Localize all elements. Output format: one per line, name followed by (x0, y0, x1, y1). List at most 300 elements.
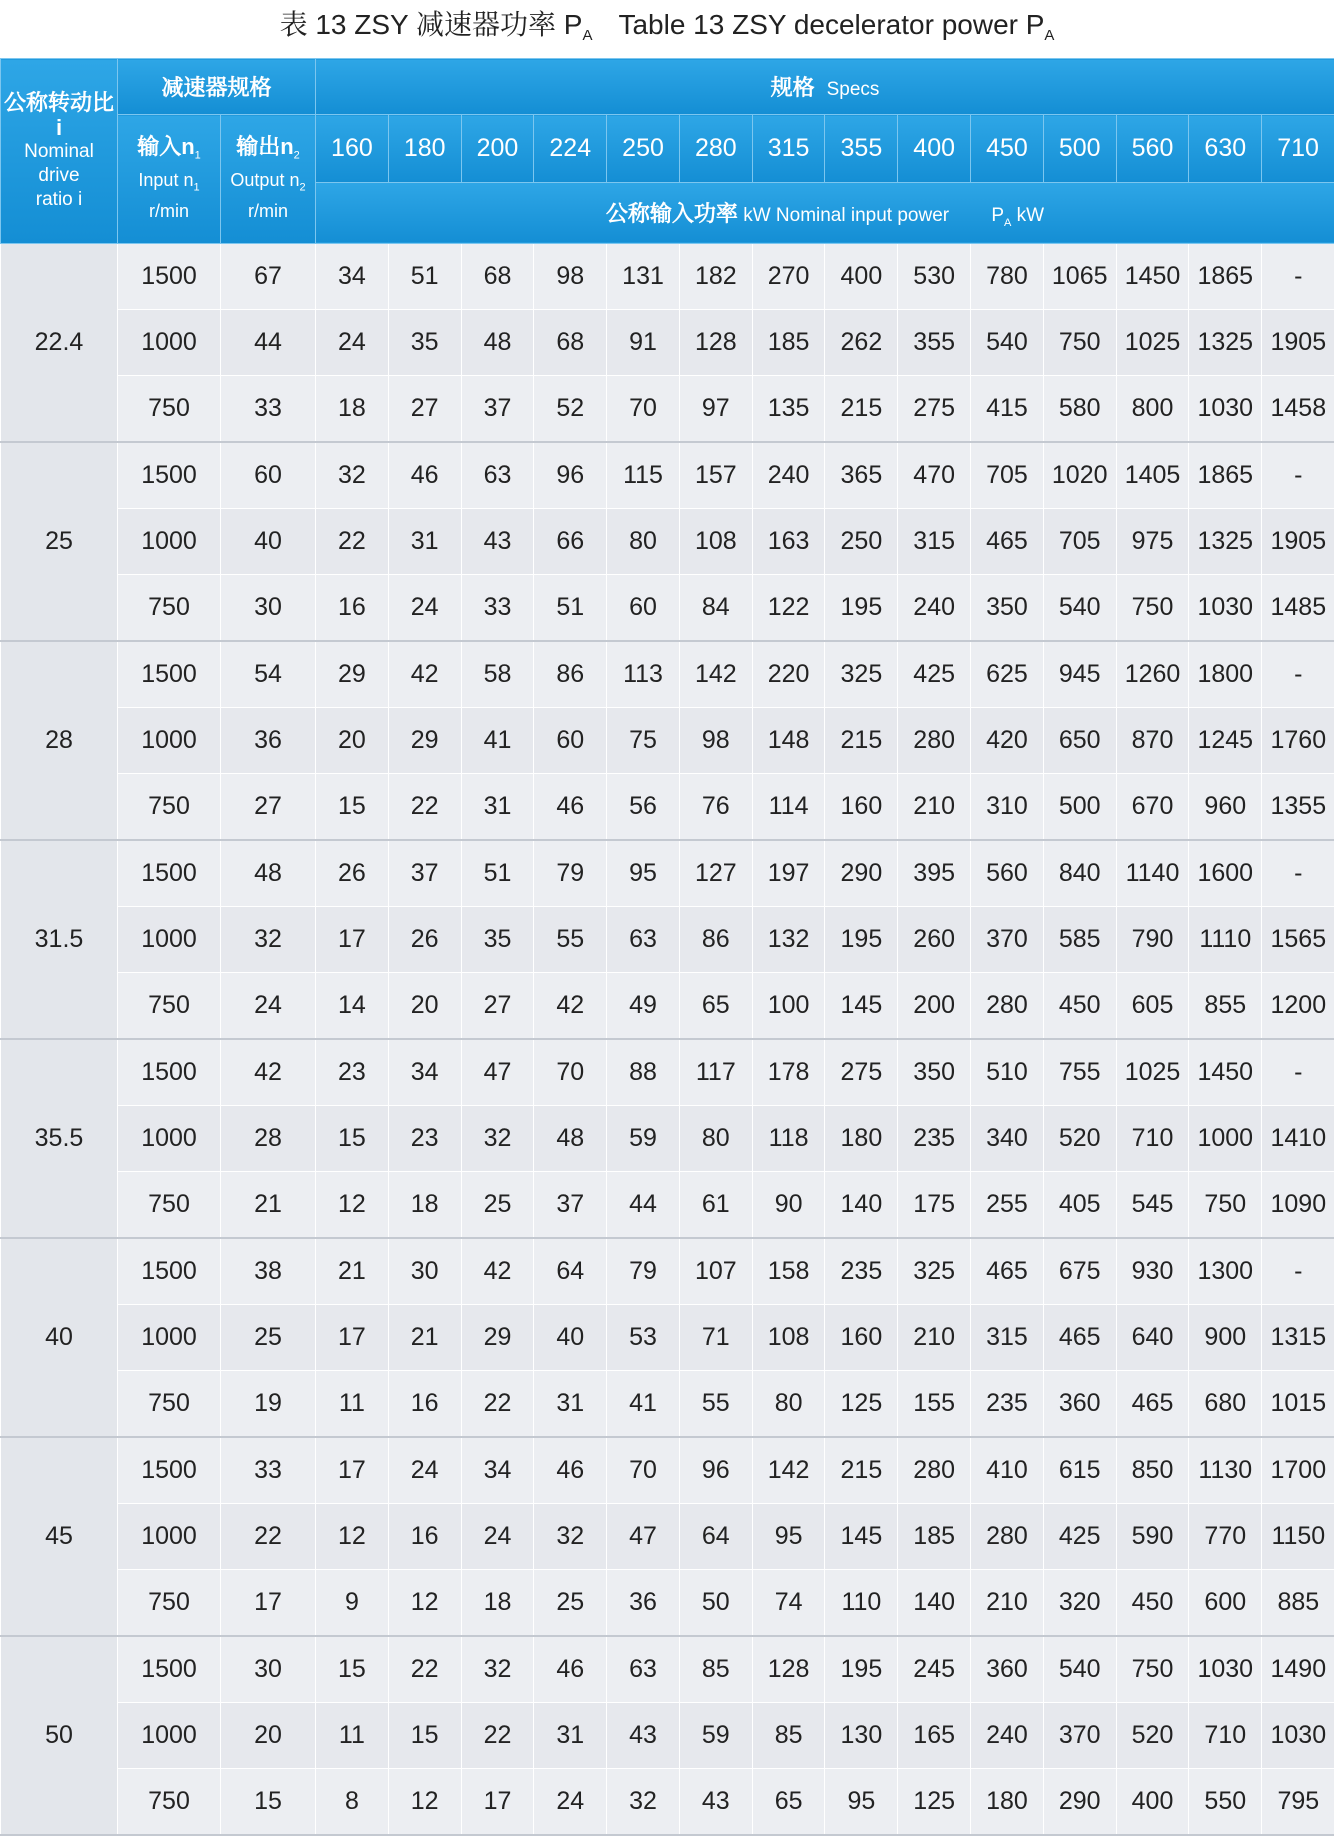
specs-header-en: Specs (827, 79, 880, 100)
power-value-cell: 1065 (1043, 244, 1116, 310)
power-value-cell: 96 (534, 442, 607, 509)
power-value-cell: 235 (971, 1371, 1044, 1438)
power-value-cell: 34 (316, 244, 389, 310)
table-body (1, 244, 1334, 1836)
power-header-subscript: A (1004, 217, 1011, 229)
power-value-cell: 70 (534, 1039, 607, 1106)
output-speed-cell: 27 (221, 774, 316, 841)
power-value-cell: 35 (461, 907, 534, 973)
power-value-cell: 37 (388, 840, 461, 907)
power-value-cell: 410 (971, 1437, 1044, 1504)
title-en-subscript: A (1044, 27, 1054, 44)
power-header-symbol: P (991, 205, 1004, 226)
power-value-cell: 780 (971, 244, 1044, 310)
size-header-cell: 180 (388, 115, 461, 183)
power-value-cell: 705 (1043, 509, 1116, 575)
power-value-cell: 131 (607, 244, 680, 310)
ratio-cell: 50 (1, 1636, 118, 1835)
power-value-cell: 310 (971, 774, 1044, 841)
power-value-cell: 262 (825, 310, 898, 376)
power-value-cell: 1025 (1116, 310, 1189, 376)
power-value-cell: 795 (1262, 1769, 1334, 1836)
size-header-cell: 450 (971, 115, 1044, 183)
title-en: Table 13 ZSY decelerator power P (618, 9, 1044, 40)
input-speed-cell: 750 (118, 1371, 221, 1438)
power-value-cell: 98 (679, 708, 752, 774)
power-value-cell: 50 (679, 1570, 752, 1637)
size-header-cell: 315 (752, 115, 825, 183)
power-value-cell: 315 (971, 1305, 1044, 1371)
output-speed-cell: 15 (221, 1769, 316, 1836)
power-value-cell: 215 (825, 1437, 898, 1504)
table-header (1, 59, 1334, 244)
size-header-cell: 500 (1043, 115, 1116, 183)
power-value-cell: 42 (461, 1238, 534, 1305)
power-value-cell: 48 (461, 310, 534, 376)
input-speed-cell: 1000 (118, 1703, 221, 1769)
input-speed-cell: 1500 (118, 442, 221, 509)
power-value-cell: 395 (898, 840, 971, 907)
power-value-cell: 1450 (1189, 1039, 1262, 1106)
power-value-cell: 1315 (1262, 1305, 1334, 1371)
power-value-cell: 40 (534, 1305, 607, 1371)
power-value-cell: 705 (971, 442, 1044, 509)
power-value-cell: 41 (607, 1371, 680, 1438)
output-speed-cell: 32 (221, 907, 316, 973)
power-value-cell: 465 (971, 509, 1044, 575)
table-title (0, 0, 1334, 58)
power-value-cell: 275 (898, 376, 971, 443)
power-value-cell: 650 (1043, 708, 1116, 774)
power-value-cell: 85 (679, 1636, 752, 1703)
power-value-cell: 840 (1043, 840, 1116, 907)
output-speed-cell: 42 (221, 1039, 316, 1106)
power-value-cell: 240 (971, 1703, 1044, 1769)
size-header-cell: 400 (898, 115, 971, 183)
power-value-cell: 340 (971, 1106, 1044, 1172)
power-value-cell: 350 (898, 1039, 971, 1106)
power-value-cell: 180 (825, 1106, 898, 1172)
output-speed-cell: 40 (221, 509, 316, 575)
table-row (1, 907, 1334, 973)
power-value-cell: 18 (461, 1570, 534, 1637)
power-value-cell: 1410 (1262, 1106, 1334, 1172)
power-value-cell: 60 (534, 708, 607, 774)
power-value-cell: 47 (607, 1504, 680, 1570)
power-value-cell: 750 (1116, 1636, 1189, 1703)
power-value-cell: 1458 (1262, 376, 1334, 443)
power-value-cell: 158 (752, 1238, 825, 1305)
output-speed-cell: 67 (221, 244, 316, 310)
power-value-cell: 76 (679, 774, 752, 841)
power-value-cell: 520 (1043, 1106, 1116, 1172)
power-value-cell: 100 (752, 973, 825, 1040)
size-header-cell: 355 (825, 115, 898, 183)
power-value-cell: 128 (752, 1636, 825, 1703)
size-header-cell: 224 (534, 115, 607, 183)
power-value-cell: 325 (825, 641, 898, 708)
reducer-spec-header: 减速器规格 (118, 59, 316, 115)
power-value-cell: 140 (898, 1570, 971, 1637)
power-value-cell: 80 (679, 1106, 752, 1172)
power-value-cell: 163 (752, 509, 825, 575)
power-value-cell: 24 (461, 1504, 534, 1570)
power-value-cell: 945 (1043, 641, 1116, 708)
output-speed-cell: 44 (221, 310, 316, 376)
power-value-cell: 135 (752, 376, 825, 443)
power-value-cell: 43 (607, 1703, 680, 1769)
table-row (1, 376, 1334, 443)
power-value-cell: 165 (898, 1703, 971, 1769)
size-header-cell: 200 (461, 115, 534, 183)
power-value-cell: 1130 (1189, 1437, 1262, 1504)
power-value-cell: 290 (825, 840, 898, 907)
power-value-cell: 1260 (1116, 641, 1189, 708)
output-header-unit: r/min (248, 201, 288, 221)
power-value-cell: 32 (607, 1769, 680, 1836)
power-value-cell: 18 (388, 1172, 461, 1239)
power-value-cell: 128 (679, 310, 752, 376)
power-value-cell: 520 (1116, 1703, 1189, 1769)
power-value-cell: 118 (752, 1106, 825, 1172)
power-value-cell: 370 (1043, 1703, 1116, 1769)
power-value-cell: 20 (388, 973, 461, 1040)
power-value-cell: 290 (1043, 1769, 1116, 1836)
power-value-cell: 49 (607, 973, 680, 1040)
power-value-cell: 29 (388, 708, 461, 774)
power-value-cell: 29 (461, 1305, 534, 1371)
power-value-cell: 33 (461, 575, 534, 642)
power-value-cell: 122 (752, 575, 825, 642)
output-speed-cell: 22 (221, 1504, 316, 1570)
power-value-cell: 15 (388, 1703, 461, 1769)
input-speed-cell: 1000 (118, 1504, 221, 1570)
power-value-cell: 63 (607, 1636, 680, 1703)
power-value-cell: 270 (752, 244, 825, 310)
power-value-cell: 750 (1189, 1172, 1262, 1239)
power-value-cell: 145 (825, 973, 898, 1040)
power-value-cell: 25 (461, 1172, 534, 1239)
power-value-cell: 600 (1189, 1570, 1262, 1637)
power-value-cell: - (1262, 442, 1334, 509)
table-row (1, 641, 1334, 708)
power-value-cell: - (1262, 1039, 1334, 1106)
input-speed-header (118, 115, 221, 244)
power-value-cell: 98 (534, 244, 607, 310)
power-value-cell: 36 (607, 1570, 680, 1637)
power-value-cell: 210 (898, 1305, 971, 1371)
power-value-cell: 11 (316, 1703, 389, 1769)
input-speed-cell: 750 (118, 973, 221, 1040)
power-value-cell: 68 (461, 244, 534, 310)
power-value-cell: 31 (388, 509, 461, 575)
power-value-cell: 47 (461, 1039, 534, 1106)
power-value-cell: 365 (825, 442, 898, 509)
output-speed-cell: 33 (221, 376, 316, 443)
power-value-cell: 195 (825, 1636, 898, 1703)
power-value-cell: 1030 (1189, 376, 1262, 443)
power-header-unit: kW (743, 205, 770, 226)
power-value-cell: 605 (1116, 973, 1189, 1040)
power-value-cell: 17 (461, 1769, 534, 1836)
power-value-cell: 1760 (1262, 708, 1334, 774)
power-value-cell: 66 (534, 509, 607, 575)
specs-header (316, 59, 1334, 115)
power-value-cell: 12 (388, 1570, 461, 1637)
size-header-cell: 160 (316, 115, 389, 183)
subscript-2: 2 (299, 181, 305, 193)
power-value-cell: 59 (607, 1106, 680, 1172)
power-value-cell: 1025 (1116, 1039, 1189, 1106)
power-value-cell: 350 (971, 575, 1044, 642)
power-value-cell: 41 (461, 708, 534, 774)
output-speed-cell: 20 (221, 1703, 316, 1769)
power-value-cell: 1030 (1189, 575, 1262, 642)
table-row (1, 973, 1334, 1040)
power-value-cell: 114 (752, 774, 825, 841)
output-header-en: Output n (230, 170, 299, 190)
power-value-cell: 74 (752, 1570, 825, 1637)
power-value-cell: 175 (898, 1172, 971, 1239)
power-value-cell: 560 (971, 840, 1044, 907)
power-value-cell: 160 (825, 1305, 898, 1371)
subscript-2: 2 (294, 150, 300, 162)
table-row (1, 1172, 1334, 1239)
power-value-cell: 260 (898, 907, 971, 973)
power-value-cell: 197 (752, 840, 825, 907)
power-value-cell: 670 (1116, 774, 1189, 841)
power-value-cell: 84 (679, 575, 752, 642)
power-value-cell: 1905 (1262, 509, 1334, 575)
input-header-unit: r/min (149, 201, 189, 221)
output-speed-cell: 30 (221, 575, 316, 642)
input-speed-cell: 750 (118, 376, 221, 443)
power-value-cell: 43 (461, 509, 534, 575)
power-value-cell: 142 (679, 641, 752, 708)
power-value-cell: - (1262, 641, 1334, 708)
power-value-cell: 195 (825, 907, 898, 973)
power-value-cell: 870 (1116, 708, 1189, 774)
power-value-cell: 14 (316, 973, 389, 1040)
power-value-cell: 53 (607, 1305, 680, 1371)
ratio-header-en-2: drive (38, 165, 79, 186)
power-value-cell: 1000 (1189, 1106, 1262, 1172)
power-value-cell: 46 (534, 1636, 607, 1703)
power-value-cell: 710 (1116, 1106, 1189, 1172)
power-value-cell: 27 (388, 376, 461, 443)
power-value-cell: 355 (898, 310, 971, 376)
power-value-cell: 1090 (1262, 1172, 1334, 1239)
power-value-cell: 95 (752, 1504, 825, 1570)
power-value-cell: 855 (1189, 973, 1262, 1040)
power-value-cell: 63 (461, 442, 534, 509)
power-value-cell: 107 (679, 1238, 752, 1305)
input-header-cn: 输入n (137, 134, 194, 159)
power-value-cell: 1030 (1189, 1636, 1262, 1703)
power-value-cell: 280 (971, 1504, 1044, 1570)
power-value-cell: 960 (1189, 774, 1262, 841)
power-value-cell: 145 (825, 1504, 898, 1570)
ratio-header (1, 59, 118, 244)
output-speed-cell: 24 (221, 973, 316, 1040)
input-speed-cell: 1000 (118, 509, 221, 575)
input-speed-cell: 1500 (118, 244, 221, 310)
power-value-cell: 12 (316, 1504, 389, 1570)
power-value-cell: 43 (679, 1769, 752, 1836)
power-value-cell: 370 (971, 907, 1044, 973)
ratio-cell: 40 (1, 1238, 118, 1437)
ratio-header-en-1: Nominal (24, 141, 94, 162)
power-value-cell: 540 (1043, 1636, 1116, 1703)
input-speed-cell: 750 (118, 1172, 221, 1239)
power-value-cell: 20 (316, 708, 389, 774)
power-value-cell: 24 (388, 1437, 461, 1504)
table-row (1, 1636, 1334, 1703)
power-table (0, 58, 1334, 1836)
power-value-cell: 540 (971, 310, 1044, 376)
output-speed-cell: 17 (221, 1570, 316, 1637)
power-value-cell: 425 (898, 641, 971, 708)
power-value-cell: 80 (752, 1371, 825, 1438)
power-value-cell: 52 (534, 376, 607, 443)
power-value-cell: 80 (607, 509, 680, 575)
size-header-cell: 250 (607, 115, 680, 183)
output-speed-cell: 54 (221, 641, 316, 708)
power-value-cell: 37 (534, 1172, 607, 1239)
input-speed-cell: 750 (118, 774, 221, 841)
power-value-cell: 65 (752, 1769, 825, 1836)
power-value-cell: 24 (316, 310, 389, 376)
subscript-1: 1 (195, 150, 201, 162)
power-value-cell: - (1262, 244, 1334, 310)
power-value-cell: 1300 (1189, 1238, 1262, 1305)
output-speed-cell: 60 (221, 442, 316, 509)
power-value-cell: 95 (825, 1769, 898, 1836)
input-speed-cell: 1000 (118, 1305, 221, 1371)
table-row (1, 575, 1334, 642)
power-value-cell: 800 (1116, 376, 1189, 443)
power-value-cell: 21 (388, 1305, 461, 1371)
table-row (1, 1305, 1334, 1371)
power-value-cell: 1865 (1189, 244, 1262, 310)
power-value-cell: 770 (1189, 1504, 1262, 1570)
power-value-cell: 59 (679, 1703, 752, 1769)
output-speed-cell: 25 (221, 1305, 316, 1371)
output-speed-cell: 38 (221, 1238, 316, 1305)
power-value-cell: 530 (898, 244, 971, 310)
table-row (1, 244, 1334, 310)
power-value-cell: 360 (1043, 1371, 1116, 1438)
power-value-cell: 545 (1116, 1172, 1189, 1239)
ratio-cell: 28 (1, 641, 118, 840)
output-speed-cell: 30 (221, 1636, 316, 1703)
power-value-cell: 580 (1043, 376, 1116, 443)
ratio-header-en-3: ratio i (36, 189, 82, 210)
power-value-cell: 32 (316, 442, 389, 509)
power-value-cell: 18 (316, 376, 389, 443)
input-speed-cell: 1000 (118, 1106, 221, 1172)
power-value-cell: 210 (898, 774, 971, 841)
power-value-cell: 245 (898, 1636, 971, 1703)
power-value-cell: 51 (534, 575, 607, 642)
output-speed-header (221, 115, 316, 244)
power-header (316, 182, 1334, 243)
power-value-cell: 42 (388, 641, 461, 708)
power-value-cell: 425 (1043, 1504, 1116, 1570)
power-value-cell: 51 (461, 840, 534, 907)
power-value-cell: 37 (461, 376, 534, 443)
power-header-unit-2: kW (1017, 205, 1044, 226)
power-value-cell: 280 (971, 973, 1044, 1040)
power-value-cell: 34 (388, 1039, 461, 1106)
power-value-cell: 1015 (1262, 1371, 1334, 1438)
table-row (1, 1039, 1334, 1106)
power-value-cell: 95 (607, 840, 680, 907)
ratio-cell: 35.5 (1, 1039, 118, 1238)
power-value-cell: 220 (752, 641, 825, 708)
power-value-cell: 155 (898, 1371, 971, 1438)
power-value-cell: 510 (971, 1039, 1044, 1106)
power-value-cell: 16 (388, 1371, 461, 1438)
input-speed-cell: 1500 (118, 840, 221, 907)
power-value-cell: 185 (752, 310, 825, 376)
power-value-cell: 1150 (1262, 1504, 1334, 1570)
power-value-cell: 750 (1116, 575, 1189, 642)
output-speed-cell: 28 (221, 1106, 316, 1172)
power-value-cell: 75 (607, 708, 680, 774)
power-value-cell: 400 (825, 244, 898, 310)
power-value-cell: 148 (752, 708, 825, 774)
power-value-cell: 9 (316, 1570, 389, 1637)
power-value-cell: 1325 (1189, 310, 1262, 376)
power-value-cell: 51 (388, 244, 461, 310)
power-value-cell: 35 (388, 310, 461, 376)
power-value-cell: 12 (388, 1769, 461, 1836)
power-value-cell: 60 (607, 575, 680, 642)
power-value-cell: 235 (898, 1106, 971, 1172)
power-value-cell: 140 (825, 1172, 898, 1239)
power-value-cell: 240 (752, 442, 825, 509)
power-value-cell: 755 (1043, 1039, 1116, 1106)
power-value-cell: 1140 (1116, 840, 1189, 907)
power-value-cell: 125 (898, 1769, 971, 1836)
title-cn-subscript: A (582, 27, 592, 44)
power-value-cell: 180 (971, 1769, 1044, 1836)
power-value-cell: 415 (971, 376, 1044, 443)
table-row (1, 1106, 1334, 1172)
power-value-cell: 585 (1043, 907, 1116, 973)
power-value-cell: 215 (825, 376, 898, 443)
table-row (1, 1504, 1334, 1570)
power-value-cell: 46 (534, 774, 607, 841)
power-value-cell: 590 (1116, 1504, 1189, 1570)
power-value-cell: 540 (1043, 575, 1116, 642)
power-value-cell: 8 (316, 1769, 389, 1836)
power-value-cell: 132 (752, 907, 825, 973)
power-value-cell: 110 (825, 1570, 898, 1637)
output-speed-cell: 36 (221, 708, 316, 774)
subscript-1: 1 (193, 181, 199, 193)
power-value-cell: 235 (825, 1238, 898, 1305)
power-value-cell: 17 (316, 907, 389, 973)
power-value-cell: 12 (316, 1172, 389, 1239)
table-row (1, 840, 1334, 907)
power-value-cell: 31 (534, 1371, 607, 1438)
input-speed-cell: 1500 (118, 641, 221, 708)
power-value-cell: 975 (1116, 509, 1189, 575)
power-value-cell: 195 (825, 575, 898, 642)
power-value-cell: 850 (1116, 1437, 1189, 1504)
